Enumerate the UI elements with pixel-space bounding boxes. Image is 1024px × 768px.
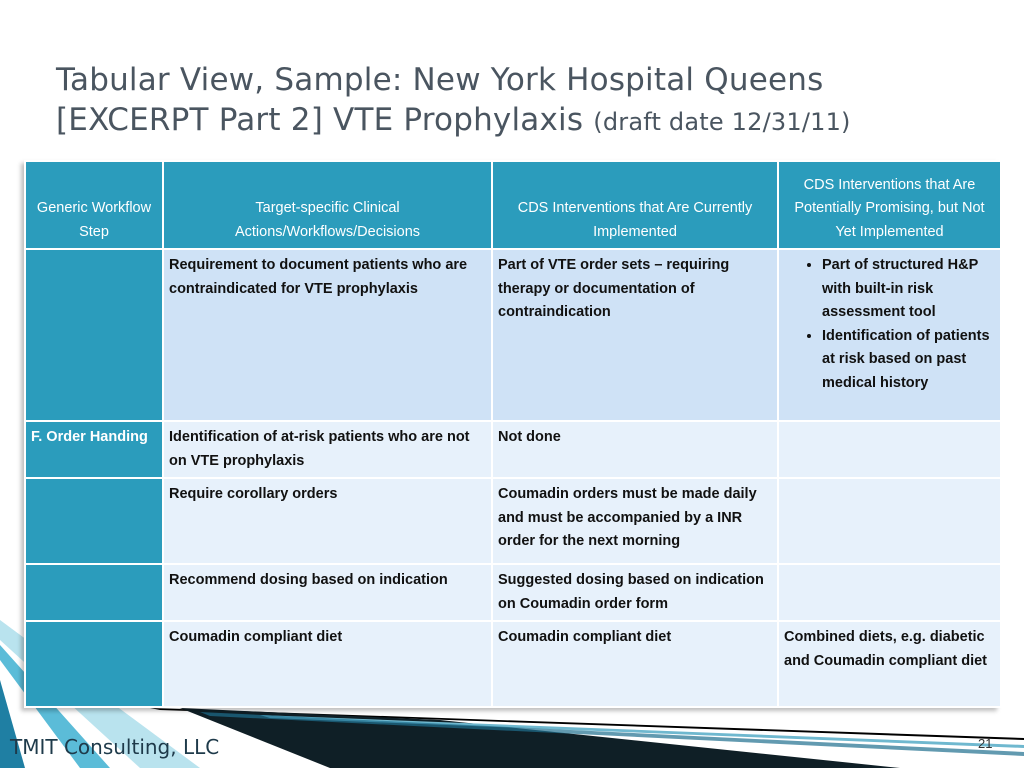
table-row: [25, 421, 1001, 478]
cell-step: [25, 621, 163, 707]
vte-prophylaxis-table: [24, 160, 1002, 708]
cell-current: Not done: [492, 421, 778, 478]
header-target-actions: Target-specific Clinical Actions/Workflows/Decisions: [163, 161, 492, 249]
cell-step: F. Order Handing: [25, 421, 163, 478]
cell-action: Recommend dosing based on indication: [163, 564, 492, 621]
title-line-2: [56, 100, 996, 142]
cell-promising: Combined diets, e.g. diabetic and Coumadin compliant diet: [778, 621, 1001, 707]
cell-step: [25, 249, 163, 421]
title-line-1: Tabular View, Sample: New York Hospital Queens: [56, 62, 824, 98]
cell-step: [25, 478, 163, 564]
vte-table-container: [24, 160, 1000, 708]
cell-promising: [778, 564, 1001, 621]
promising-bullet-list: [784, 254, 995, 395]
header-currently-implemented: CDS Interventions that Are Currently Implemented: [492, 161, 778, 249]
cell-promising: [778, 478, 1001, 564]
table-row: [25, 478, 1001, 564]
cell-current: Coumadin compliant diet: [492, 621, 778, 707]
cell-action: Requirement to document patients who are contraindicated for VTE prophylaxis: [163, 249, 492, 421]
table-header-row: [25, 161, 1001, 249]
slide-title: [56, 60, 996, 142]
cell-step: [25, 564, 163, 621]
title-draft-date: (draft date 12/31/11): [593, 108, 851, 136]
header-potentially-promising: CDS Interventions that Are Potentially Promising, but Not Yet Implemented: [778, 161, 1001, 249]
cell-action: Require corollary orders: [163, 478, 492, 564]
table-row: [25, 249, 1001, 421]
header-generic-workflow-step: Generic Workflow Step: [25, 161, 163, 249]
table-row: [25, 564, 1001, 621]
footer-company: TMIT Consulting, LLC: [10, 735, 220, 759]
title-line-2-main: [EXCERPT Part 2] VTE Prophylaxis: [56, 102, 584, 138]
cell-current: Coumadin orders must be made daily and must be accompanied by a INR order for the next morning: [492, 478, 778, 564]
table-row: [25, 621, 1001, 707]
cell-action: Identification of at-risk patients who are not on VTE prophylaxis: [163, 421, 492, 478]
list-item: • Part of structured H&P with built-in risk assessment tool: [822, 254, 995, 325]
cell-promising: [778, 249, 1001, 421]
cell-action: Coumadin compliant diet: [163, 621, 492, 707]
page-number: 21: [978, 736, 993, 751]
list-item: • Identification of patients at risk based on past medical history: [822, 325, 995, 396]
cell-current: Suggested dosing based on indication on Coumadin order form: [492, 564, 778, 621]
cell-promising: [778, 421, 1001, 478]
cell-current: Part of VTE order sets – requiring therapy or documentation of contraindication: [492, 249, 778, 421]
